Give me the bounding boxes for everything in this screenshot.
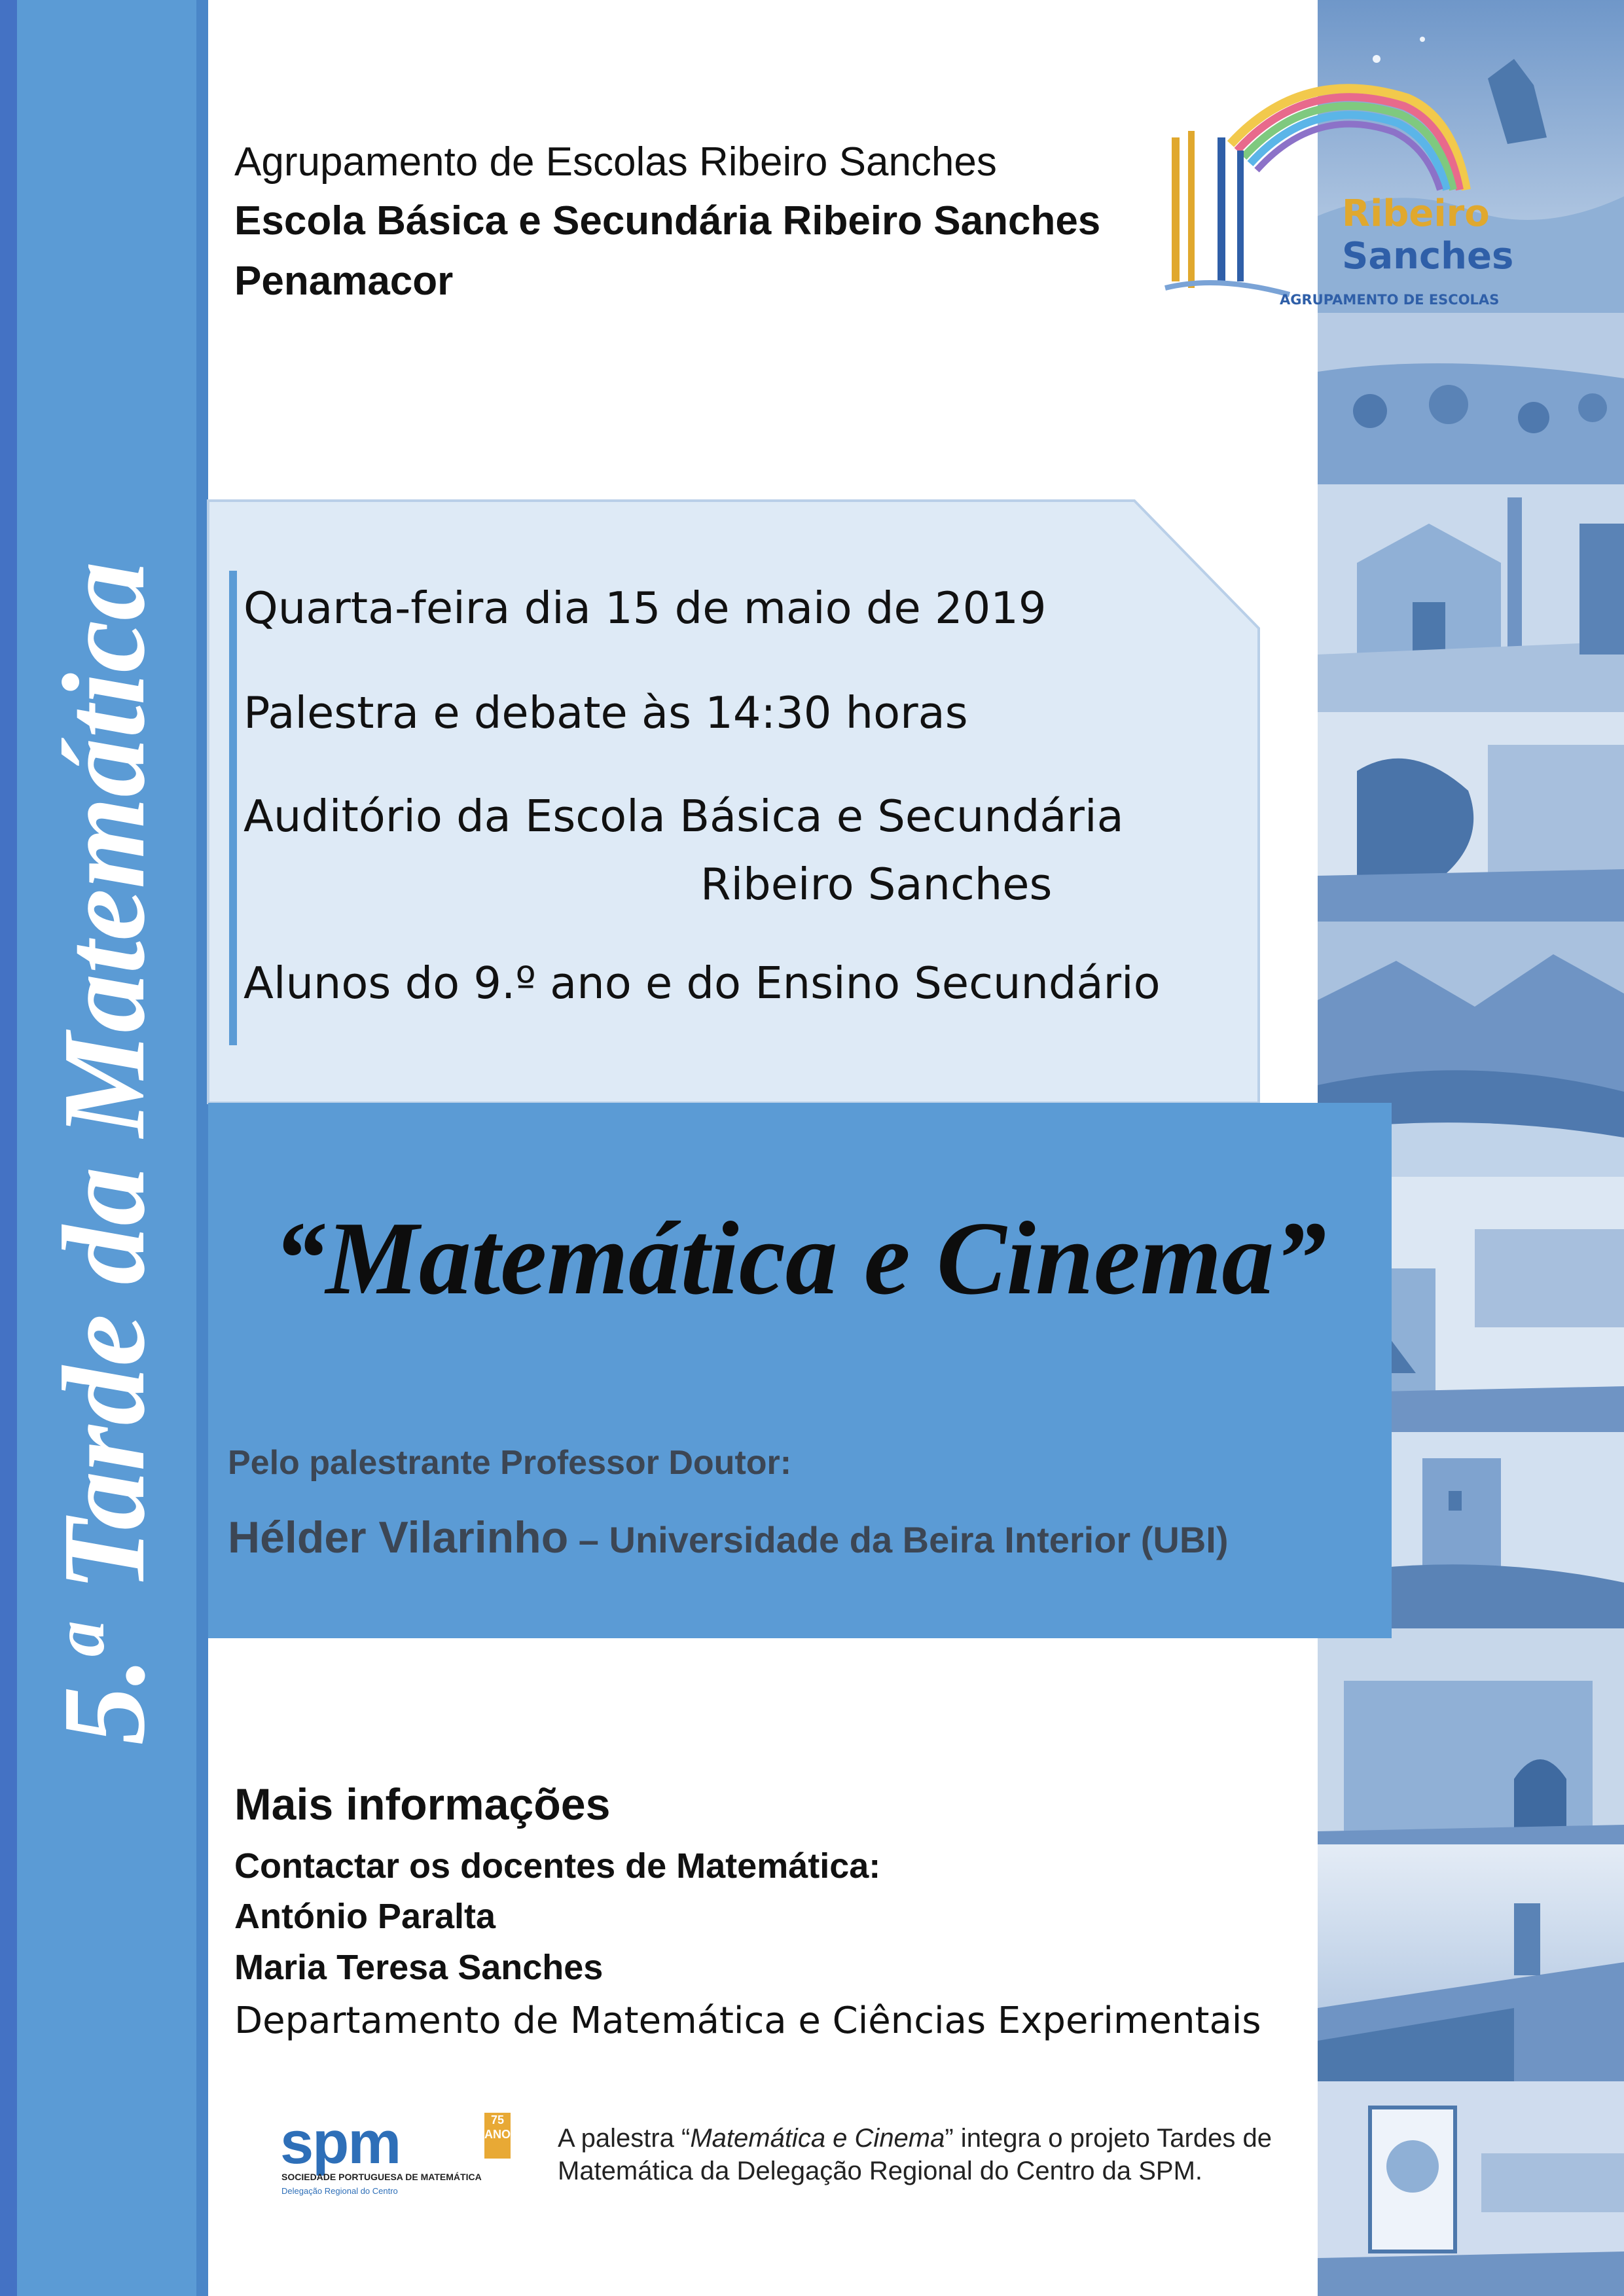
speaker-line — [228, 1512, 1229, 1563]
photo-chapel — [1318, 484, 1624, 712]
photo-portrait-monument — [1318, 2081, 1624, 2296]
talk-title: “Matemática e Cinema” — [273, 1200, 1327, 1316]
more-info-heading: Mais informações — [234, 1780, 611, 1829]
footer-note: A palestra “Matemática e Cinema” integra o projeto Tardes de Matemática da Delegação Regional do Centro da SPM. — [558, 2124, 1272, 2185]
speaker-dash: – — [568, 1519, 609, 1560]
school-name: Escola Básica e Secundária Ribeiro Sanches — [234, 198, 1101, 243]
spm-society-name: SOCIEDADE PORTUGUESA DE MATEMÁTICA — [281, 2172, 482, 2182]
svg-text:Sanches: Sanches — [1342, 235, 1514, 278]
photo-rooftops-church — [1318, 1844, 1624, 2081]
photo-castle-arch — [1318, 1628, 1624, 1844]
school-group-name: Agrupamento de Escolas Ribeiro Sanches — [234, 139, 997, 185]
school-town: Penamacor — [234, 259, 454, 304]
contact-person: Maria Teresa Sanches — [234, 1948, 604, 1987]
photo-monument-garden — [1318, 712, 1624, 922]
svg-text:Ribeiro: Ribeiro — [1342, 192, 1490, 235]
speaker-name: Hélder Vilarinho — [228, 1513, 569, 1562]
speaker-intro: Pelo palestrante Professor Doutor: — [228, 1444, 792, 1482]
event-date: Quarta-feira dia 15 de maio de 2019 — [244, 583, 1047, 634]
svg-text:AGRUPAMENTO DE ESCOLAS: AGRUPAMENTO DE ESCOLAS — [1280, 292, 1500, 308]
left-edge — [0, 0, 17, 2296]
spm-delegation: Delegação Regional do Centro — [281, 2186, 398, 2196]
vertical-event-title: 5.$^a$ Tarde da Matemática — [39, 561, 169, 1746]
photo-orchard — [1318, 313, 1624, 484]
spm-anniversary-badge: 75 ANOS — [484, 2113, 511, 2159]
event-audience: Alunos do 9.º ano e do Ensino Secundário — [244, 958, 1161, 1009]
spm-logo — [280, 2109, 400, 2178]
spm-logo-m: m — [348, 2109, 401, 2176]
department-name: Departamento de Matemática e Ciências Experimentais — [234, 2000, 1261, 2042]
contact-label: Contactar os docentes de Matemática: — [234, 1846, 881, 1886]
event-venue-continued: Ribeiro Sanches — [700, 859, 1053, 910]
spm-logo-sp: sp — [280, 2109, 348, 2176]
contact-person: António Paralta — [234, 1897, 496, 1936]
event-time: Palestra e debate às 14:30 horas — [244, 687, 968, 738]
info-accent-rule — [229, 571, 237, 1045]
speaker-institution: Universidade da Beira Interior (UBI) — [609, 1519, 1229, 1560]
event-venue: Auditório da Escola Básica e Secundária — [244, 791, 1124, 842]
ribeiro-sanches-logo — [1152, 59, 1514, 334]
left-rule — [196, 0, 208, 2296]
